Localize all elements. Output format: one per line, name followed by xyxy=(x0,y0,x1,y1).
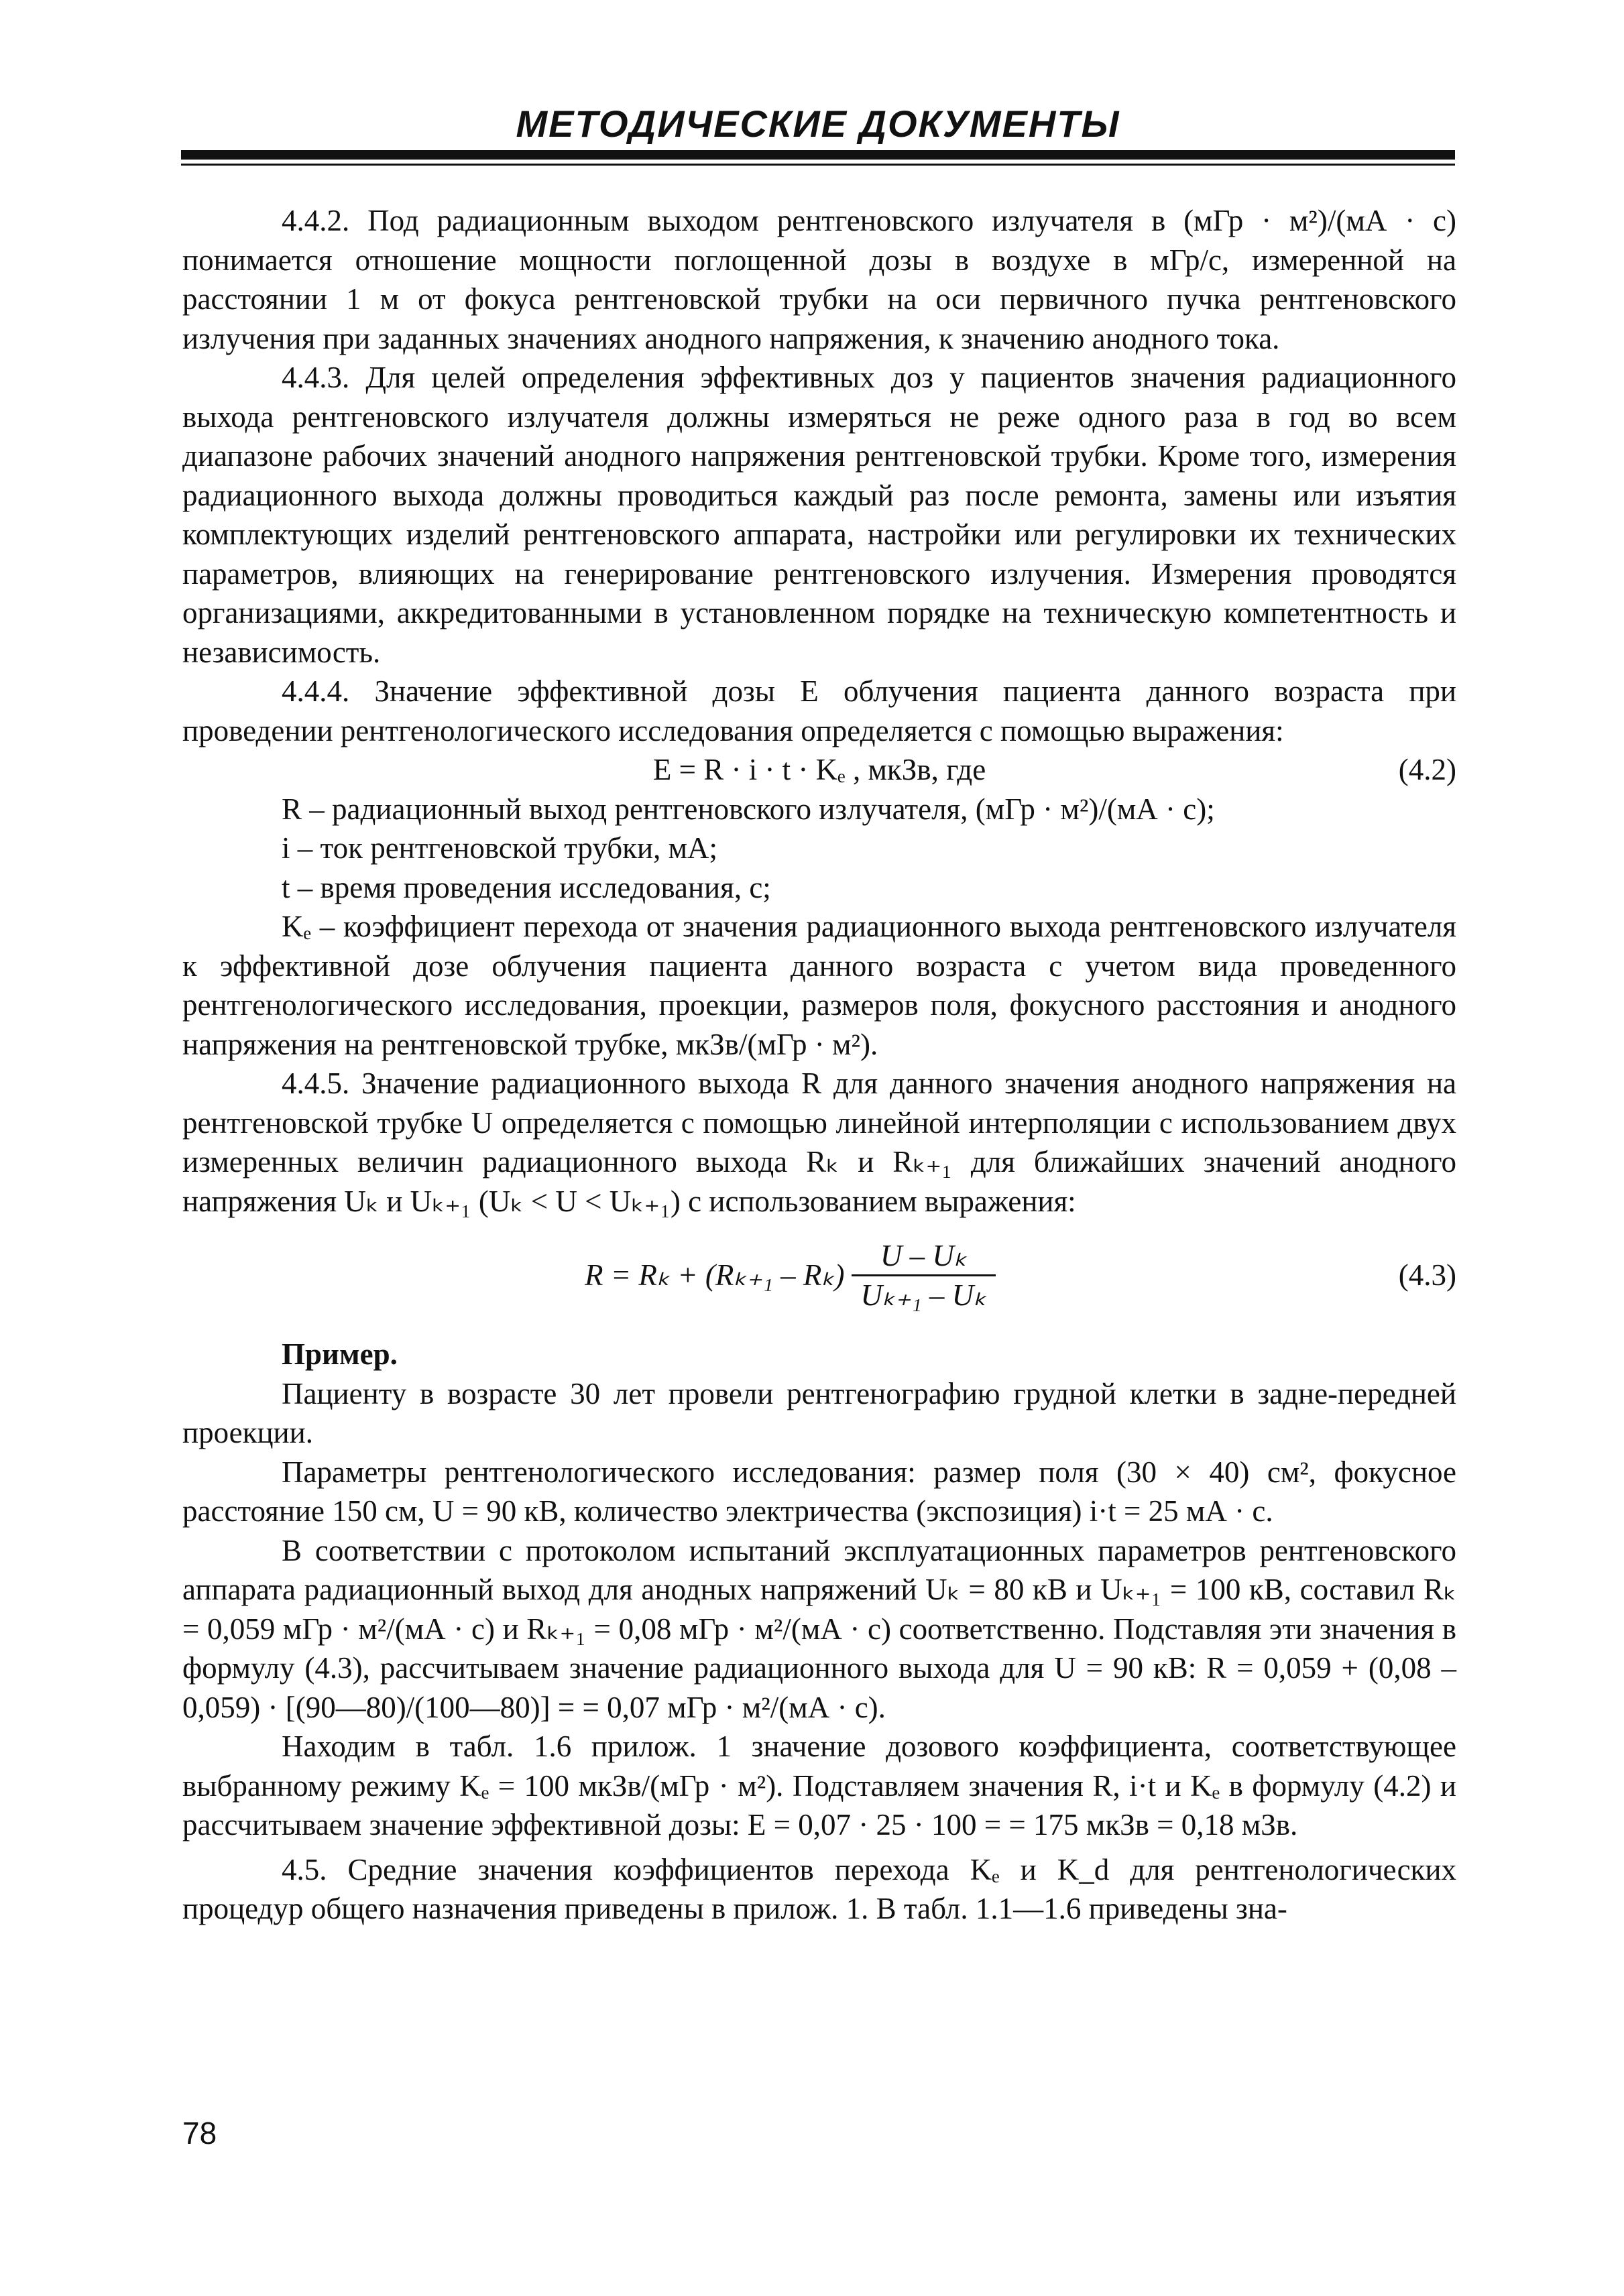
paragraph-4-4-2: 4.4.2. Под радиационным выходом рентгеновского излучателя в (мГр · м²)/(мА · с) понимается отношение мощности поглощенной дозы в воздухе в мГр/с, измеренной на расстоянии 1 м от фокуса рентгеновской трубки на оси первичного пучка рентгеновского излучения при заданных значениях анодного напряжения, к значению анодного тока. xyxy=(182,204,1456,355)
formula-4-2 xyxy=(182,750,1456,790)
header-title: МЕТОДИЧЕСКИЕ ДОКУМЕНТЫ xyxy=(516,103,1120,145)
definition-r: R – радиационный выход рентгеновского излучателя, (мГр · м²)/(мА · с); xyxy=(282,792,1215,826)
formula-4-2-number: (4.2) xyxy=(1398,753,1456,786)
formula-4-3-fraction xyxy=(852,1237,996,1314)
paragraph-4-5: 4.5. Средние значения коэффициентов перехода Kₑ и K_d для рентгенологических процедур общего назначения приведены в прилож. 1. В табл. 1.1—1.6 приведены зна- xyxy=(182,1852,1456,1925)
example-paragraph-2: Параметры рентгенологического исследования: размер поля (30 × 40) см², фокусное расстояние 150 см, U = 90 кВ, количество электричества (экспозиция) i·t = 25 мА · с. xyxy=(182,1455,1456,1528)
example-paragraph-3: В соответствии с протоколом испытаний эксплуатационных параметров рентгеновского аппарата радиационный выход для анодных напряжений Uₖ = 80 кВ и Uₖ₊₁ = 100 кВ, составил Rₖ = 0,059 мГр · м²/(мА · с) и Rₖ₊₁ = 0,08 мГр · м²/(мА · с) соответственно. Подставляя эти значения в формулу (4.3), рассчитываем значение радиационного выхода для U = 90 кВ: R = 0,059 + (0,08 – 0,059) · [(90—80)/(100—80)] = = 0,07 мГр · м²/(мА · с). xyxy=(182,1533,1456,1724)
definition-i: i – ток рентгеновской трубки, мА; xyxy=(282,831,718,865)
body-text xyxy=(182,201,1456,1929)
formula-4-2-expression: E = R · i · t · Kₑ , мкЗв, где xyxy=(652,753,986,786)
running-header xyxy=(181,101,1455,166)
paragraph-4-4-4: 4.4.4. Значение эффективной дозы E облучения пациента данного возраста при проведении рентгенологического исследования определяется с помощью выражения: xyxy=(182,674,1456,747)
formula-4-3-numerator: U – Uₖ xyxy=(880,1238,967,1272)
paragraph-4-4-3: 4.4.3. Для целей определения эффективных доз у пациентов значения радиационного выхода рентгеновского излучателя должны измеряться не реже одного раза в год во всем диапазоне рабочих значений анодного напряжения рентгеновской трубки. Кроме того, измерения радиационного выхода должны проводиться каждый раз после ремонта, замены или изъятия комплектующих изделий рентгеновского аппарата, настройки или регулировки их технических параметров, влияющих на генерирование рентгеновского излучения. Измерения проводятся организациями, аккредитованными в установленном порядке на техническую компетентность и независимость. xyxy=(182,361,1456,669)
formula-4-3-left: R = Rₖ + (Rₖ₊₁ – Rₖ) xyxy=(585,1258,845,1292)
header-rule-thin xyxy=(181,164,1455,166)
definition-t: t – время проведения исследования, с; xyxy=(282,870,771,904)
definition-ke: Kₑ – коэффициент перехода от значения радиационного выхода рентгеновского излучателя к эффективной дозе облучения пациента данного возраста с учетом вида проведенного рентгенологического исследования, проекции, размеров поля, фокусного расстояния и анодного напряжения на рентгеновской трубке, мкЗв/(мГр · м²). xyxy=(182,910,1456,1061)
example-title: Пример. xyxy=(282,1337,398,1371)
formula-4-3-number: (4.3) xyxy=(1398,1258,1456,1292)
header-rule-thick xyxy=(181,150,1455,160)
page-number: 78 xyxy=(182,2116,217,2151)
formula-4-3-expression xyxy=(585,1225,996,1325)
formula-4-3 xyxy=(182,1225,1456,1325)
formula-4-3-denominator: Uₖ₊₁ – Uₖ xyxy=(860,1278,987,1312)
example-paragraph-1: Пациенту в возрасте 30 лет провели рентгенографию грудной клетки в задне-передней проекции. xyxy=(182,1376,1456,1449)
example-paragraph-4: Находим в табл. 1.6 прилож. 1 значение дозового коэффициента, соответствующее выбранному режиму Kₑ = 100 мкЗв/(мГр · м²). Подставляем значения R, i·t и Kₑ в формулу (4.2) и рассчитываем значение эффективной дозы: E = 0,07 · 25 · 100 = = 175 мкЗв = 0,18 мЗв. xyxy=(182,1730,1456,1841)
paragraph-4-4-5: 4.4.5. Значение радиационного выхода R для данного значения анодного напряжения на рентгеновской трубке U определяется с помощью линейной интерполяции с использованием двух измеренных величин радиационного выхода Rₖ и Rₖ₊₁ для ближайших значений анодного напряжения Uₖ и Uₖ₊₁ (Uₖ < U < Uₖ₊₁) с использованием выражения: xyxy=(182,1067,1456,1218)
